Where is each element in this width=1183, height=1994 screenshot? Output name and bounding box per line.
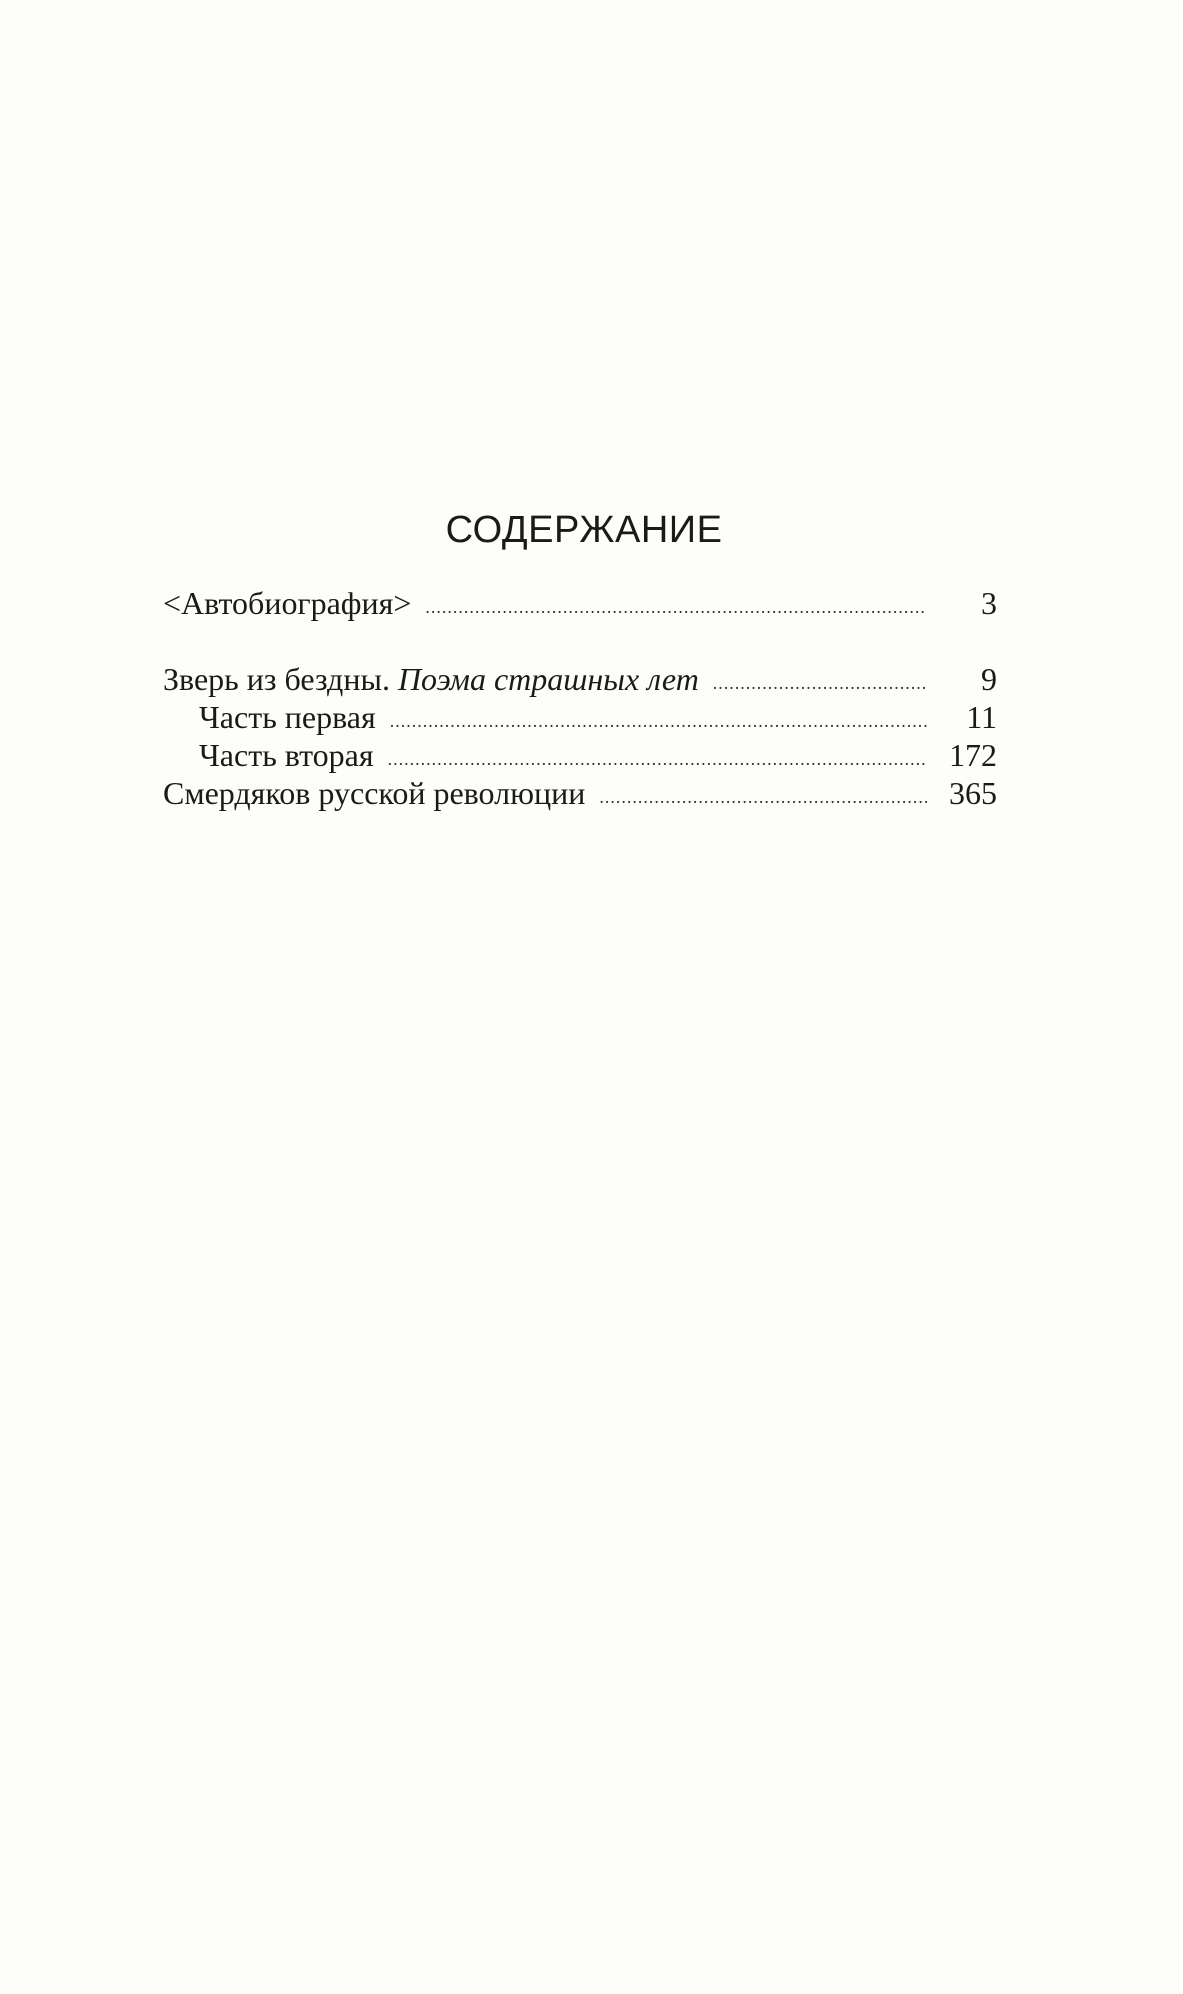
dot-leader bbox=[599, 778, 927, 816]
toc-entry bbox=[163, 584, 997, 622]
toc-entry-title: Часть вторая bbox=[199, 737, 374, 773]
dot-leader bbox=[388, 740, 927, 778]
toc-page-number: 172 bbox=[949, 737, 997, 773]
dot-leader bbox=[713, 664, 927, 702]
toc-entry-title: Смердяков русской революции bbox=[163, 775, 586, 811]
toc-entry bbox=[163, 736, 997, 774]
toc-page-number: 365 bbox=[949, 775, 997, 811]
dot-leader bbox=[425, 588, 927, 626]
toc-list bbox=[163, 584, 997, 812]
table-of-contents bbox=[163, 500, 997, 812]
toc-entry-subtitle: Поэма страшных лет bbox=[397, 661, 699, 697]
toc-page-number: 9 bbox=[981, 661, 997, 697]
toc-page-number: 11 bbox=[966, 699, 997, 735]
toc-entry bbox=[163, 660, 997, 698]
toc-entry-title: Часть первая bbox=[199, 699, 376, 735]
page-title: СОДЕРЖАНИЕ bbox=[445, 509, 723, 551]
dot-leader bbox=[390, 702, 927, 740]
toc-entry bbox=[163, 774, 997, 812]
toc-entry-title: Зверь из бездны. Поэма страшных лет bbox=[163, 661, 699, 697]
toc-page-number: 3 bbox=[981, 585, 997, 621]
toc-entry bbox=[163, 698, 997, 736]
toc-entry-title: <Автобиография> bbox=[163, 585, 412, 621]
